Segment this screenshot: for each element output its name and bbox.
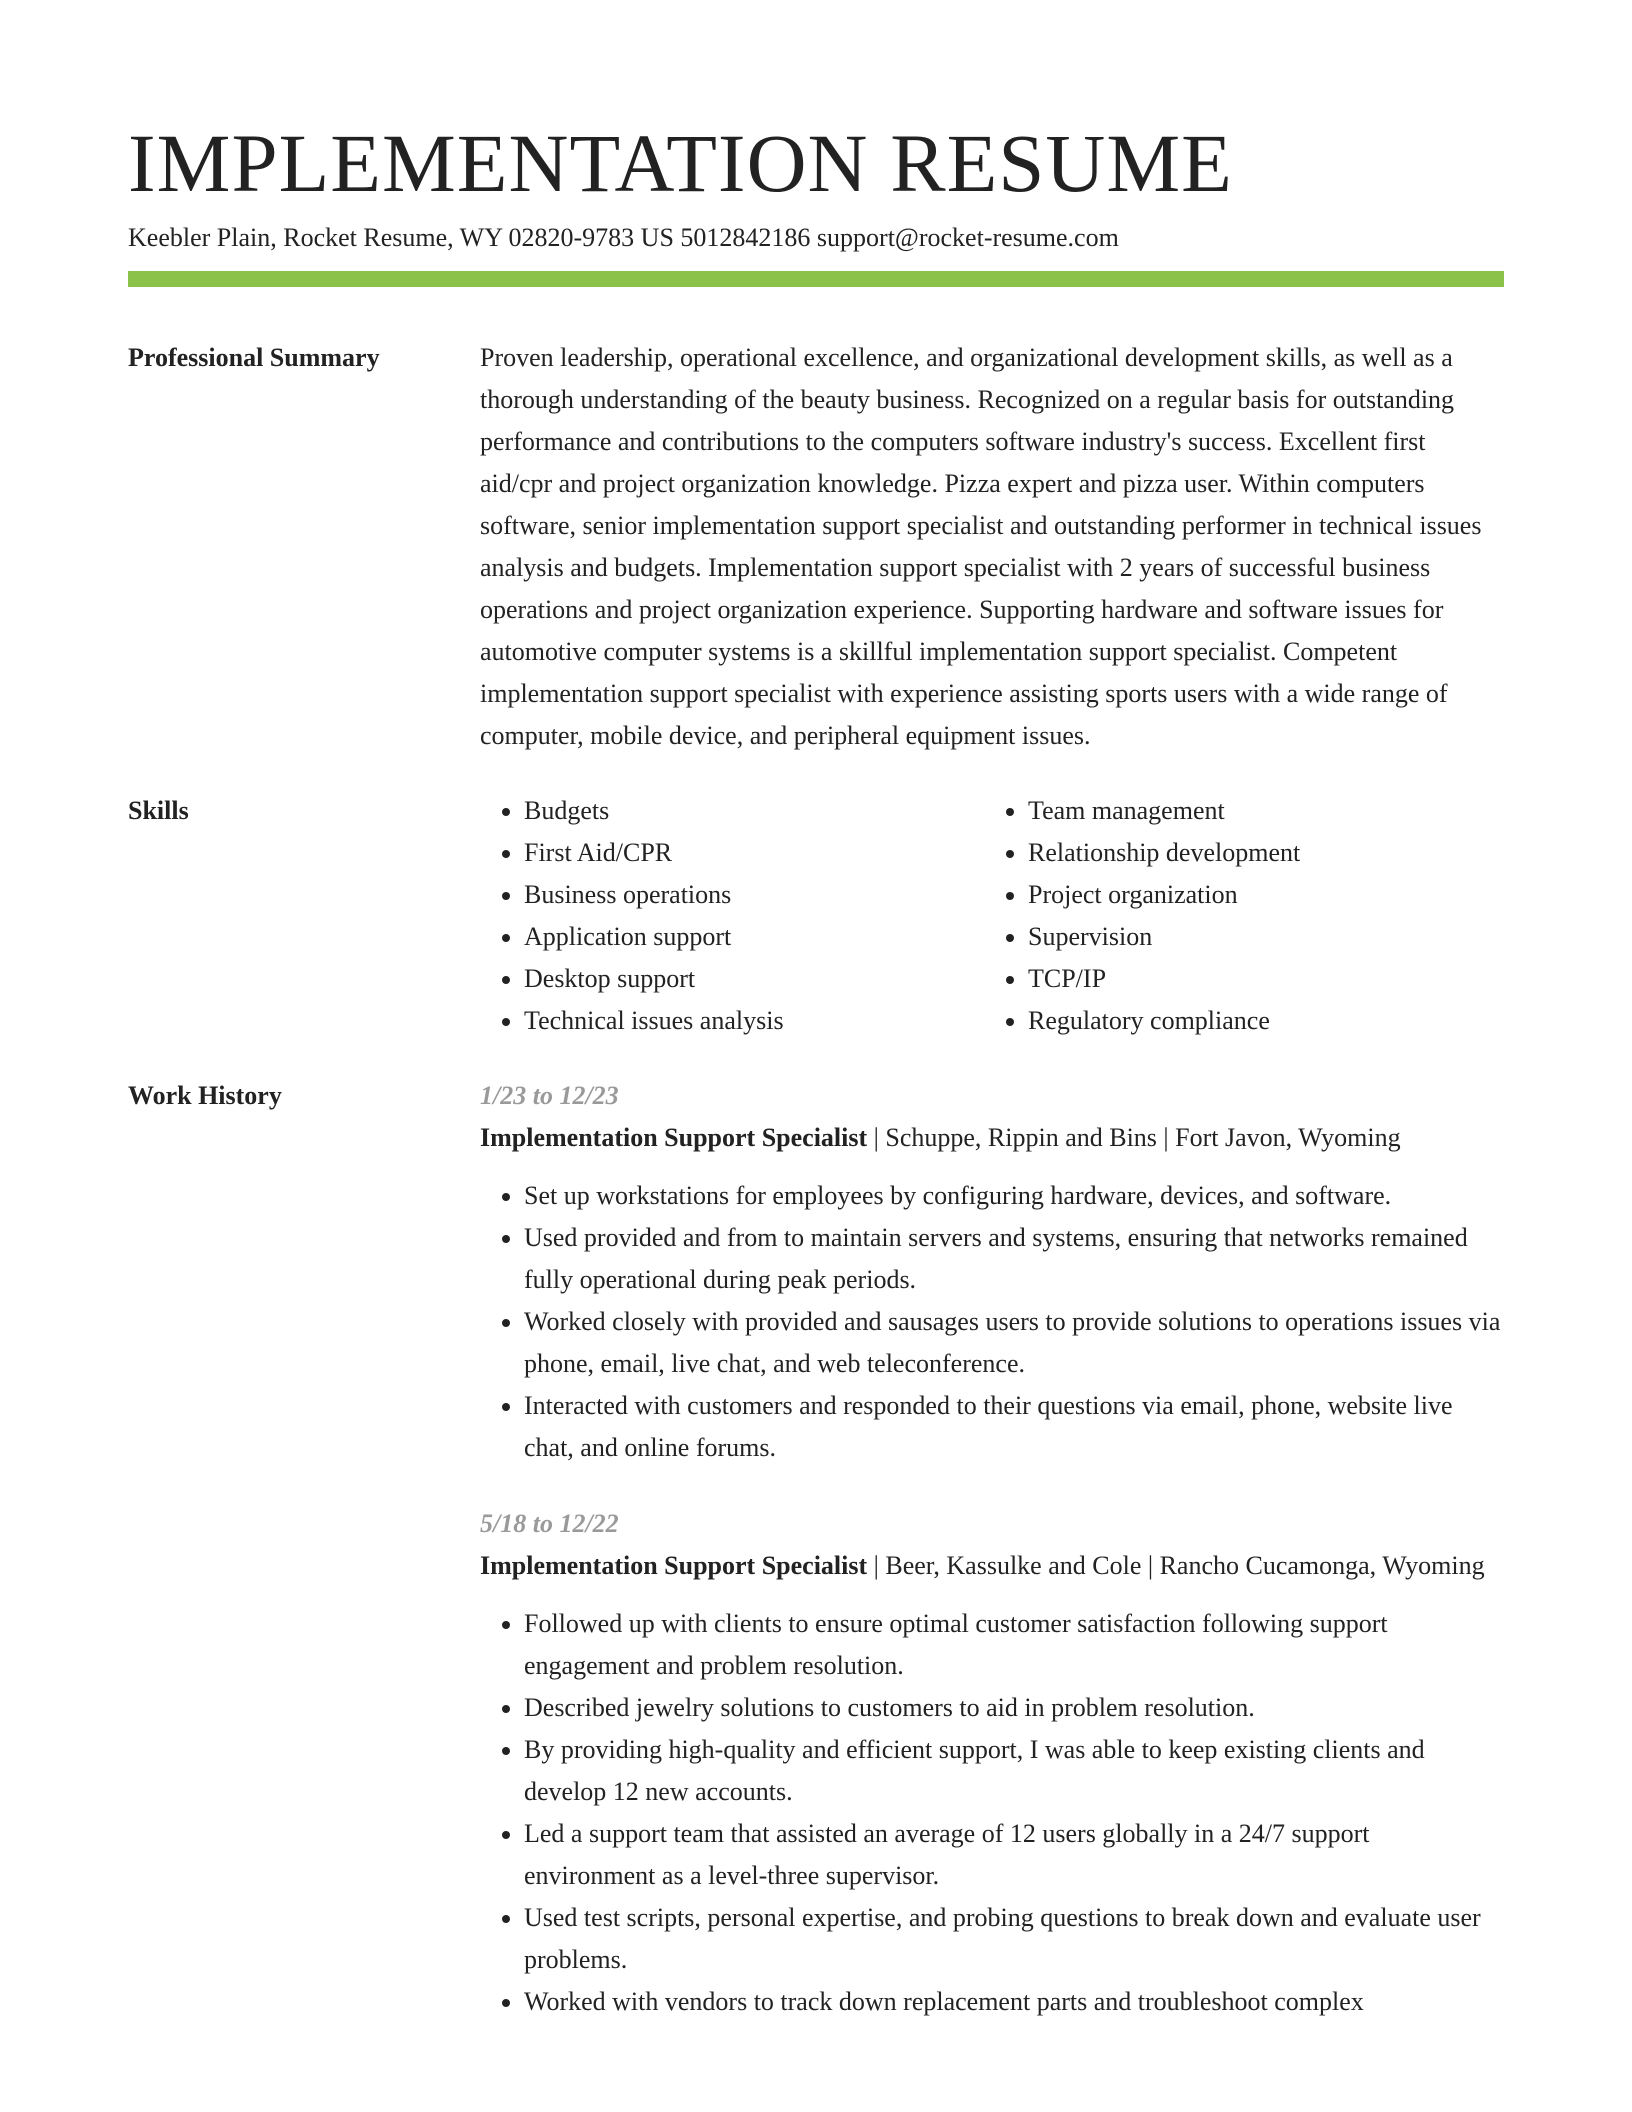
job-details: | Schuppe, Rippin and Bins | Fort Javon, Wyoming bbox=[867, 1122, 1401, 1152]
skill-item: • Business operations bbox=[524, 874, 984, 916]
job-bullet-list bbox=[480, 1175, 1504, 1469]
skill-item: • Relationship development bbox=[1028, 832, 1488, 874]
skill-item: • Project organization bbox=[1028, 874, 1488, 916]
job-dates: 5/18 to 12/22 bbox=[480, 1508, 619, 1538]
skill-item: • TCP/IP bbox=[1028, 958, 1488, 1000]
skill-item: • Team management bbox=[1028, 790, 1488, 832]
skill-item: • Regulatory compliance bbox=[1028, 1000, 1488, 1042]
job-dates: 1/23 to 12/23 bbox=[480, 1080, 619, 1110]
job-bullet: • By providing high-quality and efficient support, I was able to keep existing clients and develop 12 new accounts. bbox=[524, 1729, 1504, 1813]
job-entry bbox=[480, 1075, 1504, 1469]
skill-item: • Desktop support bbox=[524, 958, 984, 1000]
job-bullet-list bbox=[480, 1603, 1504, 2023]
job-details: | Beer, Kassulke and Cole | Rancho Cucamonga, Wyoming bbox=[867, 1550, 1485, 1580]
resume-page bbox=[128, 0, 1504, 2057]
professional-summary-section bbox=[128, 337, 1504, 757]
job-title: Implementation Support Specialist bbox=[480, 1550, 868, 1580]
skills-section bbox=[128, 790, 1504, 1042]
job-bullet: • Described jewelry solutions to customers to aid in problem resolution. bbox=[524, 1687, 1504, 1729]
skill-item: • Supervision bbox=[1028, 916, 1488, 958]
contact-line: Keebler Plain, Rocket Resume, WY 02820-9783 US 5012842186 support@rocket-resume.com bbox=[128, 223, 1119, 253]
job-bullet: • Worked with vendors to track down replacement parts and troubleshoot complex bbox=[524, 1981, 1504, 2023]
accent-divider bbox=[128, 271, 1504, 287]
skill-item: • Budgets bbox=[524, 790, 984, 832]
job-title: Implementation Support Specialist bbox=[480, 1122, 868, 1152]
resume-title: IMPLEMENTATION RESUME bbox=[128, 117, 1233, 209]
section-label: Skills bbox=[128, 795, 189, 825]
skills-list-right bbox=[984, 790, 1488, 1042]
skill-item: • First Aid/CPR bbox=[524, 832, 984, 874]
skill-item: • Application support bbox=[524, 916, 984, 958]
job-bullet: • Used provided and from to maintain servers and systems, ensuring that networks remained fully operational during peak periods. bbox=[524, 1217, 1504, 1301]
skills-list-left bbox=[480, 790, 984, 1042]
job-bullet: • Worked closely with provided and sausages users to provide solutions to operations issues via phone, email, live chat, and web teleconference. bbox=[524, 1301, 1504, 1385]
job-bullet: • Used test scripts, personal expertise, and probing questions to break down and evaluate user problems. bbox=[524, 1897, 1504, 1981]
job-bullet: • Interacted with customers and responded to their questions via email, phone, website live chat, and online forums. bbox=[524, 1385, 1504, 1469]
job-entry bbox=[480, 1503, 1504, 2023]
section-label: Professional Summary bbox=[128, 342, 380, 372]
skill-item: • Technical issues analysis bbox=[524, 1000, 984, 1042]
job-bullet: • Set up workstations for employees by configuring hardware, devices, and software. bbox=[524, 1175, 1504, 1217]
job-bullet: • Followed up with clients to ensure optimal customer satisfaction following support engagement and problem resolution. bbox=[524, 1603, 1504, 1687]
summary-text: Proven leadership, operational excellence, and organizational development skills, as well as a thorough understanding of the beauty business. Recognized on a regular basis for outstanding performance and contributions to the computers software industry's success. Excellent first aid/cpr and project organization knowledge. Pizza expert and pizza user. Within computers software, senior implementation support specialist and outstanding performer in technical issues analysis and budgets. Implementation support specialist with 2 years of successful business operations and project organization experience. Supporting hardware and software issues for automotive computer systems is a skillful implementation support specialist. Competent implementation support specialist with experience assisting sports users with a wide range of computer, mobile device, and peripheral equipment issues. bbox=[480, 342, 1482, 750]
job-heading bbox=[480, 1117, 1504, 1159]
work-history-section bbox=[128, 1075, 1504, 2057]
job-bullet: • Led a support team that assisted an average of 12 users globally in a 24/7 support environment as a level-three supervisor. bbox=[524, 1813, 1504, 1897]
section-label: Work History bbox=[128, 1080, 282, 1110]
job-heading bbox=[480, 1545, 1504, 1587]
